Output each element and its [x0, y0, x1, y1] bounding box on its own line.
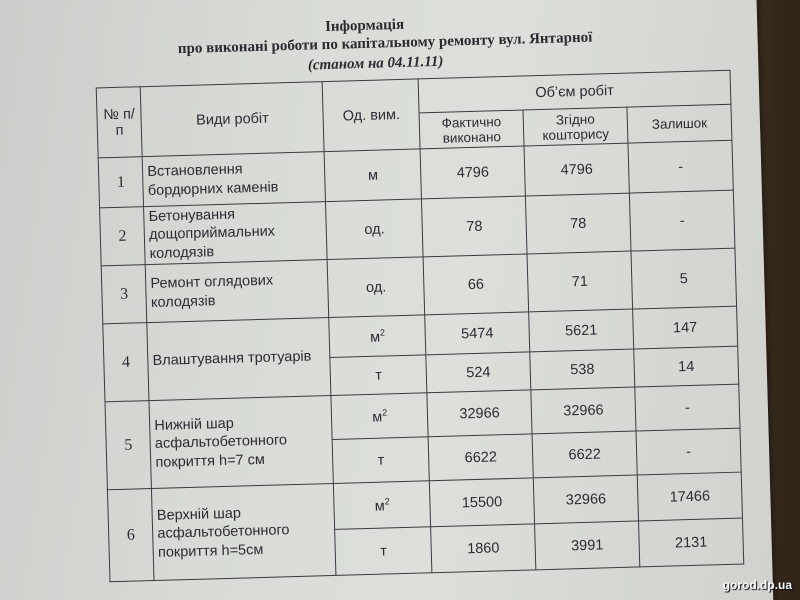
- row-unit: т: [330, 355, 427, 396]
- row-unit: т: [333, 437, 430, 484]
- document-subtitle: про виконані роботи по капітальному ремонту вул. Янтарної: [177, 29, 593, 58]
- row-actual: 1860: [431, 524, 536, 573]
- row-estimate: 32966: [533, 475, 638, 524]
- unit-superscript: 2: [384, 495, 390, 507]
- row-unit: од.: [328, 257, 425, 318]
- row-number: 1: [98, 157, 144, 208]
- row-estimate: 3991: [535, 521, 640, 570]
- row-estimate: 538: [530, 349, 635, 390]
- unit-superscript: 2: [381, 407, 388, 418]
- unit-superscript: 2: [379, 327, 386, 338]
- row-unit: [329, 315, 426, 358]
- row-number: 3: [101, 265, 147, 324]
- row-number: 5: [105, 401, 152, 490]
- row-remaining: -: [629, 190, 735, 251]
- header-no: № п/п: [96, 87, 142, 158]
- unit-text: м: [374, 497, 385, 515]
- row-work-type: Бетонування дощоприймальних колодязів: [144, 202, 328, 265]
- row-remaining: 147: [633, 306, 738, 349]
- row-unit: од.: [326, 199, 423, 260]
- row-remaining: 17466: [637, 472, 742, 521]
- row-unit: т: [335, 527, 432, 576]
- unit-text: м: [372, 408, 383, 426]
- row-actual: 6622: [428, 434, 533, 481]
- row-actual: 78: [422, 196, 528, 257]
- row-estimate: 78: [525, 193, 631, 254]
- row-remaining: 14: [634, 346, 739, 387]
- document-date: (станом на 04.11.11): [307, 53, 444, 74]
- row-unit: [334, 481, 431, 530]
- row-work-type: Ремонт оглядових колодязів: [145, 260, 329, 323]
- row-actual: 66: [423, 254, 529, 315]
- row-remaining: 2131: [639, 518, 744, 567]
- row-estimate: 6622: [532, 431, 637, 478]
- row-actual: 5474: [425, 312, 530, 355]
- row-number: 2: [100, 207, 146, 266]
- row-actual: 15500: [429, 478, 534, 527]
- row-unit: [331, 393, 428, 440]
- row-remaining: 5: [631, 248, 737, 309]
- row-number: 4: [103, 323, 149, 402]
- row-estimate: 32966: [531, 387, 636, 434]
- row-estimate: 71: [527, 251, 633, 312]
- row-remaining: -: [628, 140, 733, 193]
- row-work-type: Встановлення бордюрних каменів: [142, 152, 325, 207]
- row-work-type: Нижній шар асфальтобетонного покриття h=7 см: [149, 395, 334, 488]
- row-remaining: -: [636, 428, 741, 475]
- unit-text: м: [369, 329, 381, 346]
- header-volume: Об’єм робіт: [418, 70, 731, 113]
- header-actual: Фактично виконано: [419, 110, 524, 149]
- row-work-type: Верхній шар асфальтобетонного покриття h=5см: [152, 483, 337, 580]
- row-actual: 32966: [427, 390, 532, 437]
- row-estimate: 4796: [524, 143, 629, 196]
- works-table: [96, 70, 745, 583]
- row-number: 6: [107, 489, 154, 582]
- row-remaining: -: [635, 384, 740, 431]
- row-work-type: Влаштування тротуарів: [147, 318, 331, 401]
- row-actual: 4796: [420, 146, 525, 199]
- document-title: Інформація: [324, 16, 405, 36]
- header-work-type: Види робіт: [140, 82, 324, 157]
- header-estimate: Згідно кошторису: [523, 107, 628, 146]
- header-unit: Од. вим.: [323, 79, 421, 152]
- row-estimate: 5621: [529, 309, 634, 352]
- row-actual: 524: [426, 352, 531, 393]
- header-remaining: Залишок: [627, 104, 732, 143]
- site-watermark: gorod.dp.ua: [722, 578, 792, 592]
- row-unit: м: [325, 149, 422, 202]
